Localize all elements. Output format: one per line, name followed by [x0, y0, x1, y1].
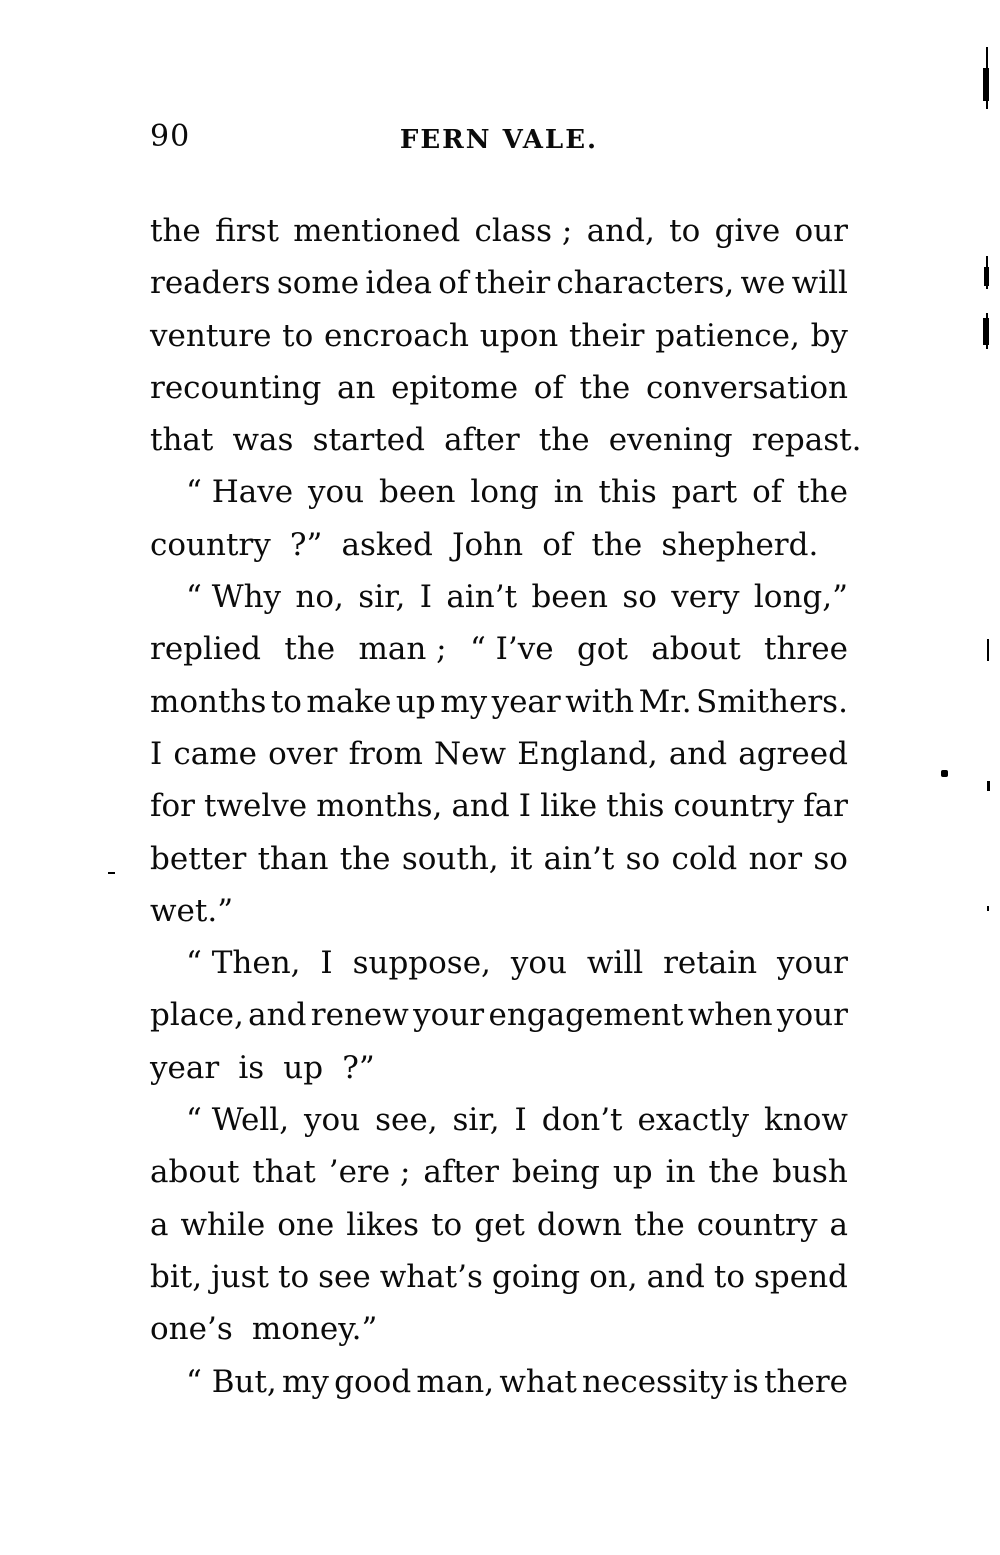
scan-artifact	[987, 781, 990, 791]
text-line: “ But, my good man, what necessity is there	[186, 1363, 848, 1400]
scan-artifact	[983, 318, 989, 345]
text-line: “ Have you been long in this part of the	[186, 474, 848, 511]
text-line: venture to encroach upon their patience, by	[150, 317, 848, 354]
text-line: “ Then, I suppose, you will retain your	[186, 945, 848, 982]
text-line: months to make up my year with Mr. Smithers.	[150, 683, 848, 720]
text-line: for twelve months, and I like this country far	[150, 788, 848, 825]
scan-artifact	[983, 68, 989, 101]
text-line: bit, just to see what’s going on, and to spend	[150, 1258, 848, 1295]
text-line: the first mentioned class ; and, to give our	[150, 213, 848, 249]
running-title: FERN VALE.	[399, 125, 599, 155]
text-line: better than the south, it ain’t so cold nor so	[150, 840, 848, 877]
scan-artifact	[108, 872, 115, 874]
scan-artifact	[987, 906, 989, 911]
text-line: country ?” asked John of the shepherd.	[150, 526, 819, 563]
text-line: that was started after the evening repast.	[150, 422, 862, 459]
text-line: a while one likes to get down the country a	[150, 1206, 848, 1243]
text-line: place, and renew your engagement when your	[150, 997, 848, 1034]
text-line: replied the man ; “ I’ve got about three	[150, 631, 848, 668]
text-line: about that ’ere ; after being up in the bush	[150, 1154, 848, 1191]
text-line: “ Why no, sir, I ain’t been so very long,”	[186, 579, 848, 616]
text-line: one’s money.”	[150, 1311, 378, 1348]
text-line: readers some idea of their characters, we will	[150, 265, 848, 302]
text-line: “ Well, you see, sir, I don’t exactly know	[186, 1102, 848, 1139]
scan-artifact	[987, 639, 989, 661]
text-line: I came over from New England, and agreed	[150, 735, 848, 772]
text-line: year is up ?”	[150, 1049, 375, 1086]
page-number: 90	[150, 119, 191, 154]
page-body-text	[150, 205, 862, 1408]
text-line: wet.”	[150, 892, 234, 929]
text-line: recounting an epitome of the conversation	[150, 369, 848, 406]
scan-artifact	[941, 770, 948, 777]
scan-artifact	[984, 267, 989, 286]
